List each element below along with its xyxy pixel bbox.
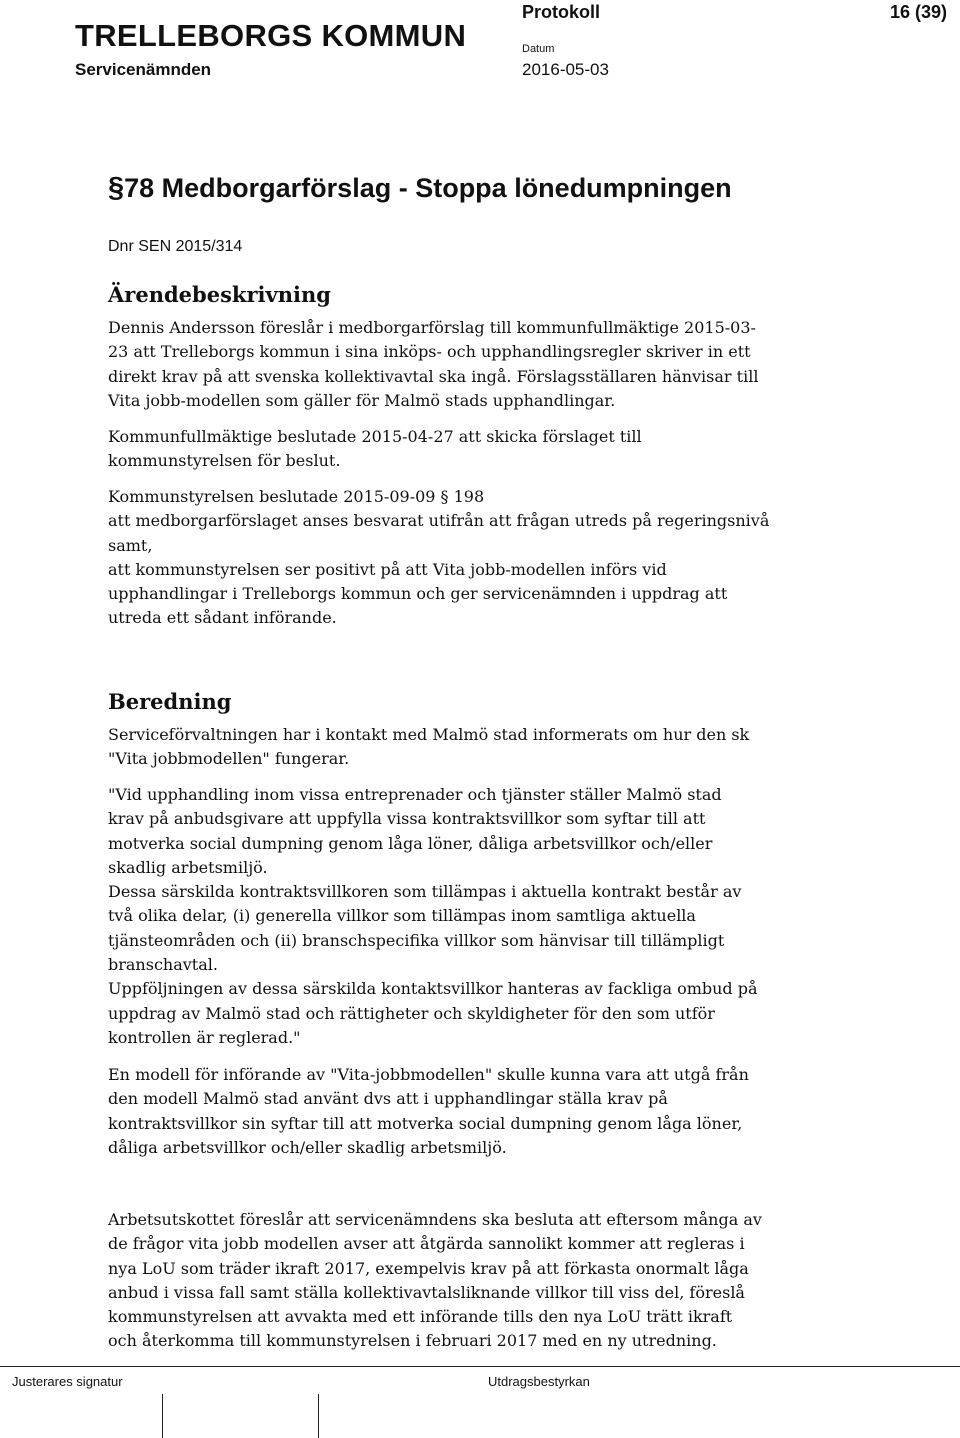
signature-box-divider: [318, 1394, 319, 1438]
page-number: 16 (39): [890, 2, 948, 22]
arende-paragraph-2: Kommunfullmäktige beslutade 2015-04-27 att skicka förslaget till kommunstyrelsen för beslut.: [108, 427, 642, 471]
beredning-paragraph-3: En modell för införande av "Vita-jobbmodellen" skulle kunna vara att utgå från den modell Malmö stad använt dvs att i upphandlingar ställa krav på kontraktsvillkor sin syftar till att motverka social dumpning genom låga löner, dåliga arbetsvillkor och/eller skadlig arbetsmiljö.: [108, 1065, 749, 1157]
diary-number: Dnr SEN 2015/314: [108, 238, 243, 255]
arende-paragraph-3: Kommunstyrelsen beslutade 2015-09-09 § 198 att medborgarförslaget anses besvarat utifrån att frågan utreds på regeringsnivå samt, att kommunstyrelsen ser positivt på att Vita jobb-modellen införs vid upphandlingar i Trelleborgs kommun och ger servicenämnden i uppdrag att utreda ett sådant införande.: [108, 487, 770, 628]
organization-name: TRELLEBORGS KOMMUN: [75, 18, 467, 53]
heading-beredning: Beredning: [108, 689, 232, 714]
section-title: [108, 172, 732, 205]
signature-footer: [0, 1366, 960, 1438]
department-name: Servicenämnden: [75, 60, 212, 79]
signature-label: Justerares signatur: [12, 1374, 123, 1389]
beredning-proposal: Arbetsutskottet föreslår att servicenämndens ska besluta att eftersom många av de frågor vita jobb modellen avser att åtgärda sannolikt kommer att regleras i nya LoU som träder ikraft 2017, exempelvis krav på att förkasta onormalt låga anbud i vissa fall samt ställa kollektivavtalsliknande villkor till viss del, föreslå kommunstyrelsen att avvakta med ett införande tills den nya LoU trätt ikraft och återkomma till kommunstyrelsen i februari 2017 med en ny utredning.: [108, 1210, 762, 1351]
beredning-quote: "Vid upphandling inom vissa entreprenader och tjänster ställer Malmö stad krav på anbudsgivare att uppfylla vissa kontraktsvillkor som syftar till att motverka social dumpning genom låga löner, dåliga arbetsvillkor och/eller skadlig arbetsmiljö. Dessa särskilda kontraktsvillkoren som tillämpas i aktuella kontrakt består av två olika delar, (i) generella villkor som tillämpas inom samtliga aktuella tjänsteområden och (ii) branschspecifika villkor som hänvisar till tillämpligt branschavtal. Uppföljningen av dessa särskilda kontaktsvillkor hanteras av fackliga ombud på uppdrag av Malmö stad och rättigheter och skyldigheter för den som utför kontrollen är reglerad.": [108, 785, 758, 1047]
arende-paragraph-1: Dennis Andersson föreslår i medborgarförslag till kommunfullmäktige 2015-03- 23 att Trelleborgs kommun i sina inköps- och upphandlingsregler skriver in ett direkt krav på att svenska kollektivavtal ska ingå. Förslagsställaren hänvisar till Vita jobb-modellen som gäller för Malmö stads upphandlingar.: [108, 318, 759, 410]
footer-divider: [0, 1366, 960, 1367]
paragraph-symbol: §: [108, 172, 125, 204]
extract-label: Utdragsbestyrkan: [488, 1374, 590, 1389]
signature-box-divider: [162, 1394, 163, 1438]
heading-arendebeskrivning: Ärendebeskrivning: [108, 282, 331, 307]
document-type: Protokoll: [522, 2, 601, 22]
date-label: Datum: [522, 43, 555, 55]
section-title-text: 78 Medborgarförslag - Stoppa lönedumpningen: [124, 173, 732, 203]
document-date: 2016-05-03: [522, 60, 609, 79]
beredning-paragraph-1: Serviceförvaltningen har i kontakt med Malmö stad informerats om hur den sk "Vita jobbmodellen" fungerar.: [108, 725, 750, 769]
